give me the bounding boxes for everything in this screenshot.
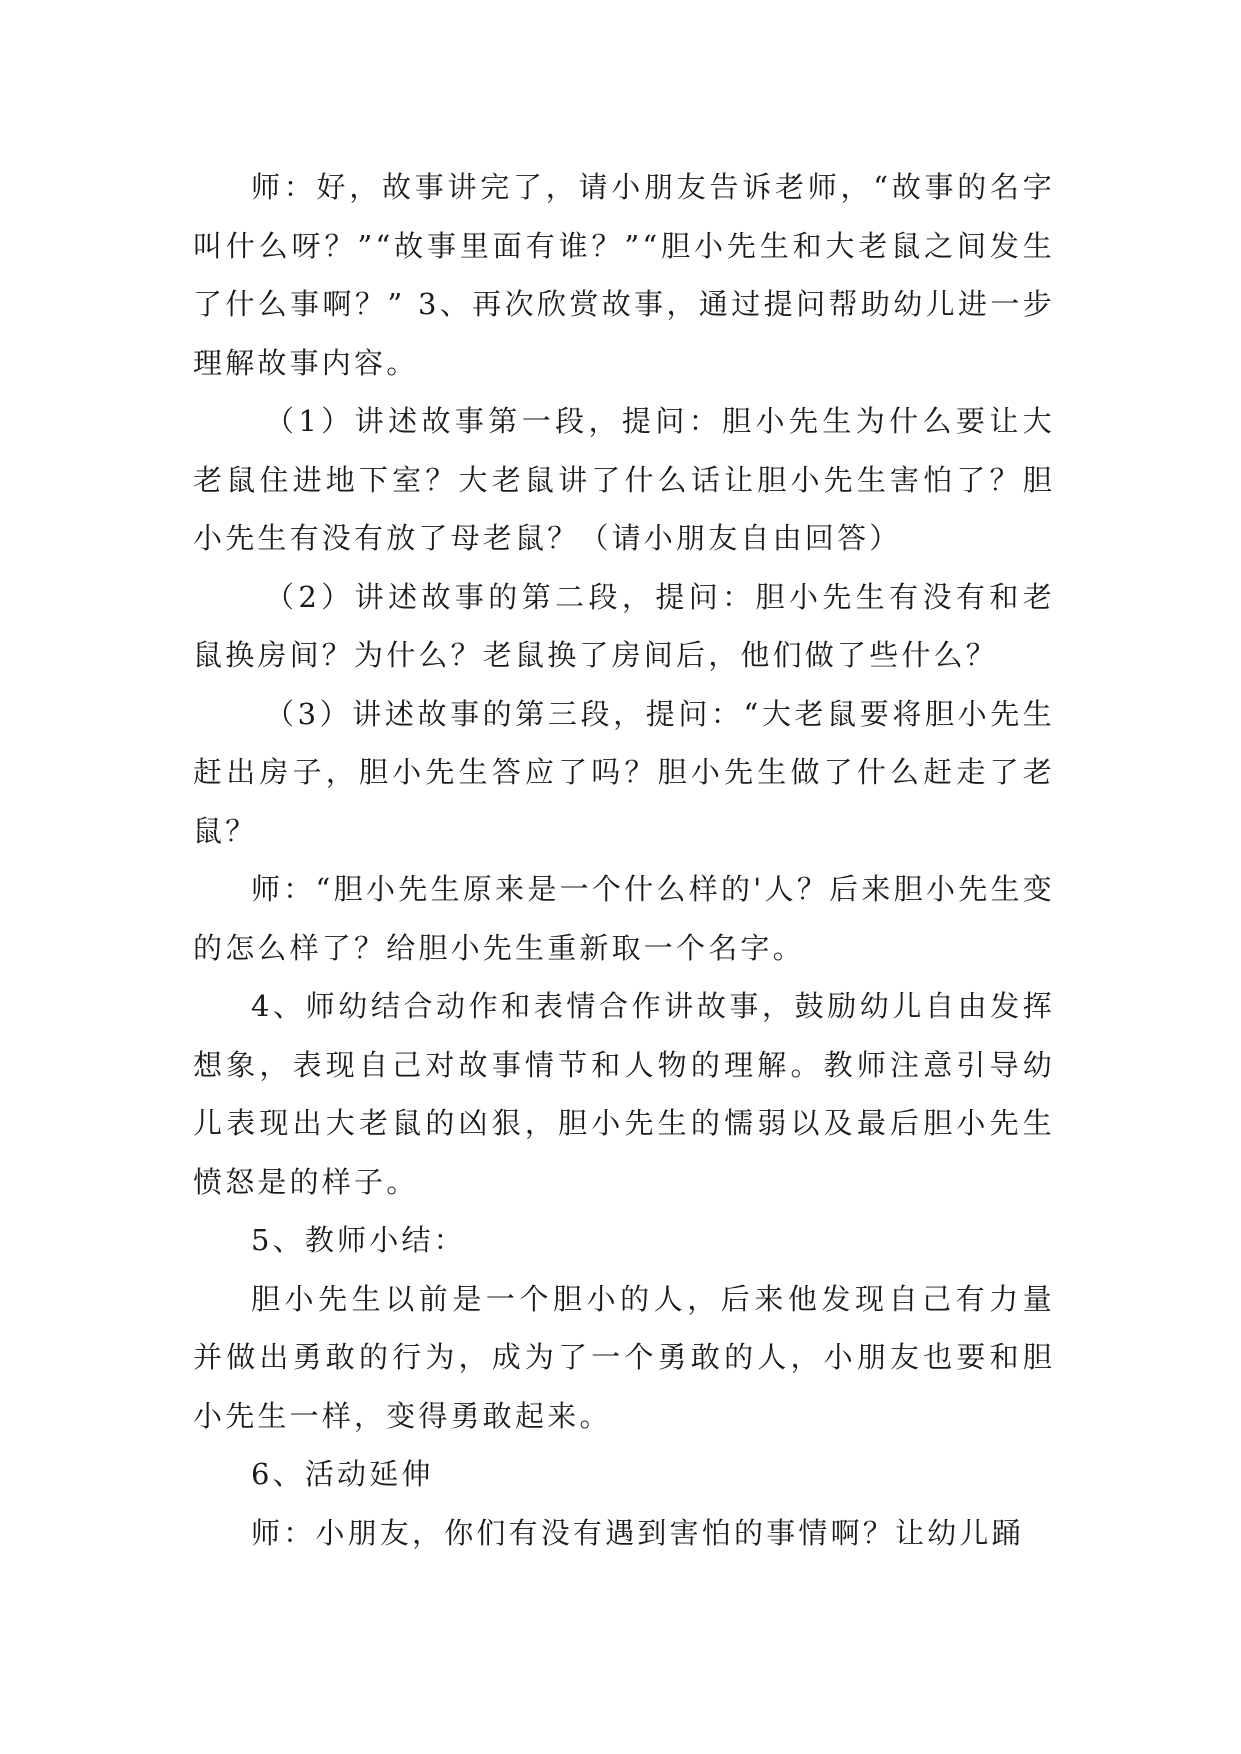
paragraph-extension: 师：小朋友，你们有没有遇到害怕的事情啊？让幼儿踊 xyxy=(251,1515,1024,1550)
paragraph-segment-two: （2）讲述故事的第二段，提问：胆小先生有没有和老鼠换房间？为什么？老鼠换了房间后，他们做了些什么？ xyxy=(193,579,1055,672)
paragraph-segment-three: （3）讲述故事的第三段，提问：“大老鼠要将胆小先生赶出房子，胆小先生答应了吗？胆小先生做了什么赶走了老鼠？ xyxy=(193,696,1055,848)
paragraph-teacher-question: 师：好，故事讲完了，请小朋友告诉老师，“故事的名字叫什么呀？”“故事里面有谁？”“胆小先生和大老鼠之间发生了什么事啊？” 3、再次欣赏故事，通过提问帮助幼儿进一步理解故事内容。 xyxy=(193,170,1055,380)
paragraph-segment-one: （1）讲述故事第一段，提问：胆小先生为什么要让大老鼠住进地下室？大老鼠讲了什么话让胆小先生害怕了？胆小先生有没有放了母老鼠？（请小朋友自由回答） xyxy=(193,404,1055,555)
paragraph-step-six-heading: 6、活动延伸 xyxy=(251,1457,434,1491)
paragraph-summary: 胆小先生以前是一个胆小的人，后来他发现自己有力量并做出勇敢的行为，成为了一个勇敢的人，小朋友也要和胆小先生一样，变得勇敢起来。 xyxy=(193,1281,1055,1433)
paragraph-step-five-heading: 5、教师小结： xyxy=(251,1223,466,1257)
paragraph-step-four: 4、师幼结合动作和表情合作讲故事，鼓励幼儿自由发挥想象，表现自己对故事情节和人物的理解。教师注意引导幼儿表现出大老鼠的凶狠，胆小先生的懦弱以及最后胆小先生愤怒是的样子。 xyxy=(193,989,1055,1199)
paragraph-teacher-rename: 师：“胆小先生原来是一个什么样的'人？后来胆小先生变的怎么样了？给胆小先生重新取一个名字。 xyxy=(193,872,1055,965)
document-body xyxy=(193,158,1055,1562)
